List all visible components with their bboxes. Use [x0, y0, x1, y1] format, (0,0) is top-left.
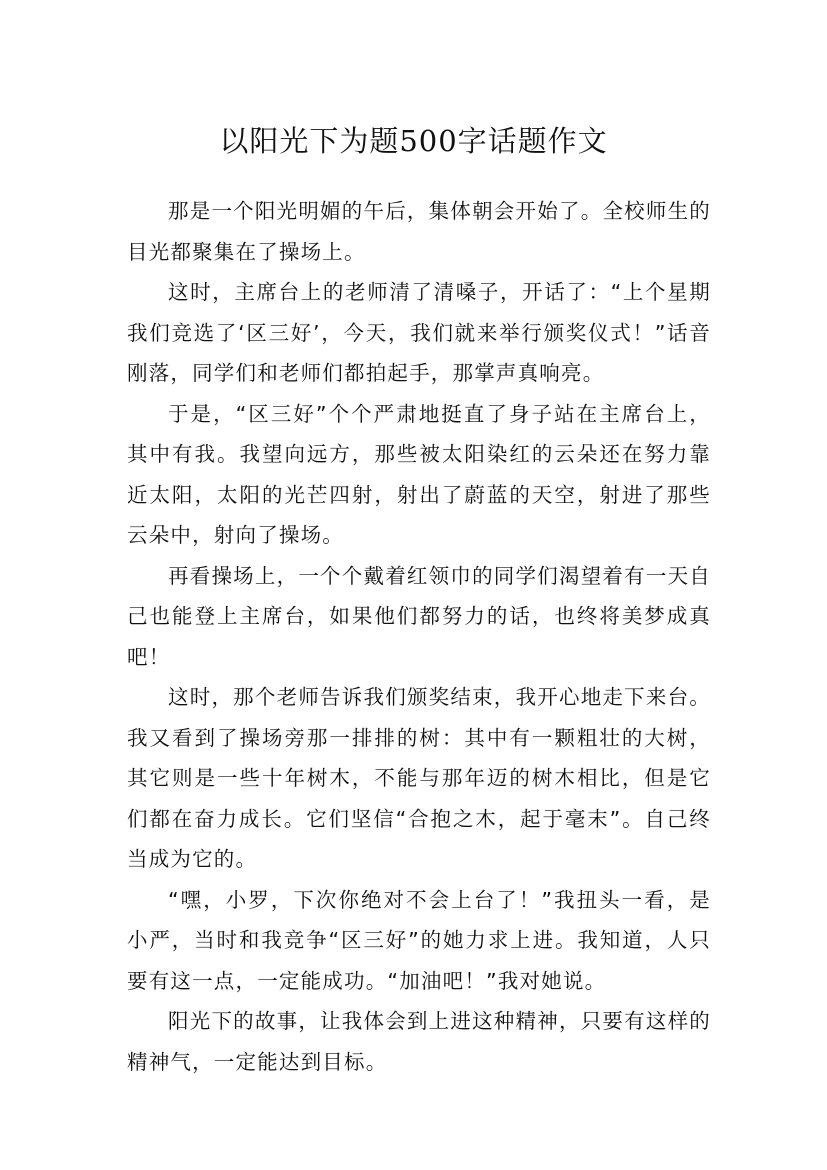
- paragraph-4: 再看操场上，一个个戴着红领巾的同学们渴望着有一天自己也能登上主席台，如果他们都努力的话，也终将美梦成真吧！: [127, 563, 711, 669]
- paragraph-6: “嘿，小罗，下次你绝对不会上台了！”我扭头一看，是小严，当时和我竞争“区三好”的她力求上进。我知道，人只要有这一点，一定能成功。“加油吧！”我对她说。: [127, 887, 711, 993]
- paragraph-7: 阳光下的故事，让我体会到上进这种精神，只要有这样的精神气，一定能达到目标。: [127, 1009, 711, 1074]
- paragraph-1: 那是一个阳光明媚的午后，集体朝会开始了。全校师生的目光都聚集在了操场上。: [127, 199, 711, 264]
- paragraph-2: 这时，主席台上的老师清了清嗓子，开话了：“上个星期我们竞选了‘区三好’，今天，我们就来举行颁奖仪式！”话音刚落，同学们和老师们都拍起手，那掌声真响亮。: [127, 280, 711, 385]
- essay-body: [127, 191, 711, 1082]
- paragraph-3: 于是，“区三好”个个严肃地挺直了身子站在主席台上，其中有我。我望向远方，那些被太阳染红的云朵还在努力靠近太阳，太阳的光芒四射，射出了蔚蓝的天空，射进了那些云朵中，射向了操场。: [127, 401, 711, 547]
- paragraph-5: 这时，那个老师告诉我们颁奖结束，我开心地走下来台。我又看到了操场旁那一排排的树：其中有一颗粗壮的大树，其它则是一些十年树木，不能与那年迈的树木相比，但是它们都在奋力成长。它们坚信“合抱之木，起于毫末”。自己终当成为它的。: [127, 685, 711, 871]
- document-title: 以阳光下为题500字话题作文: [219, 124, 608, 159]
